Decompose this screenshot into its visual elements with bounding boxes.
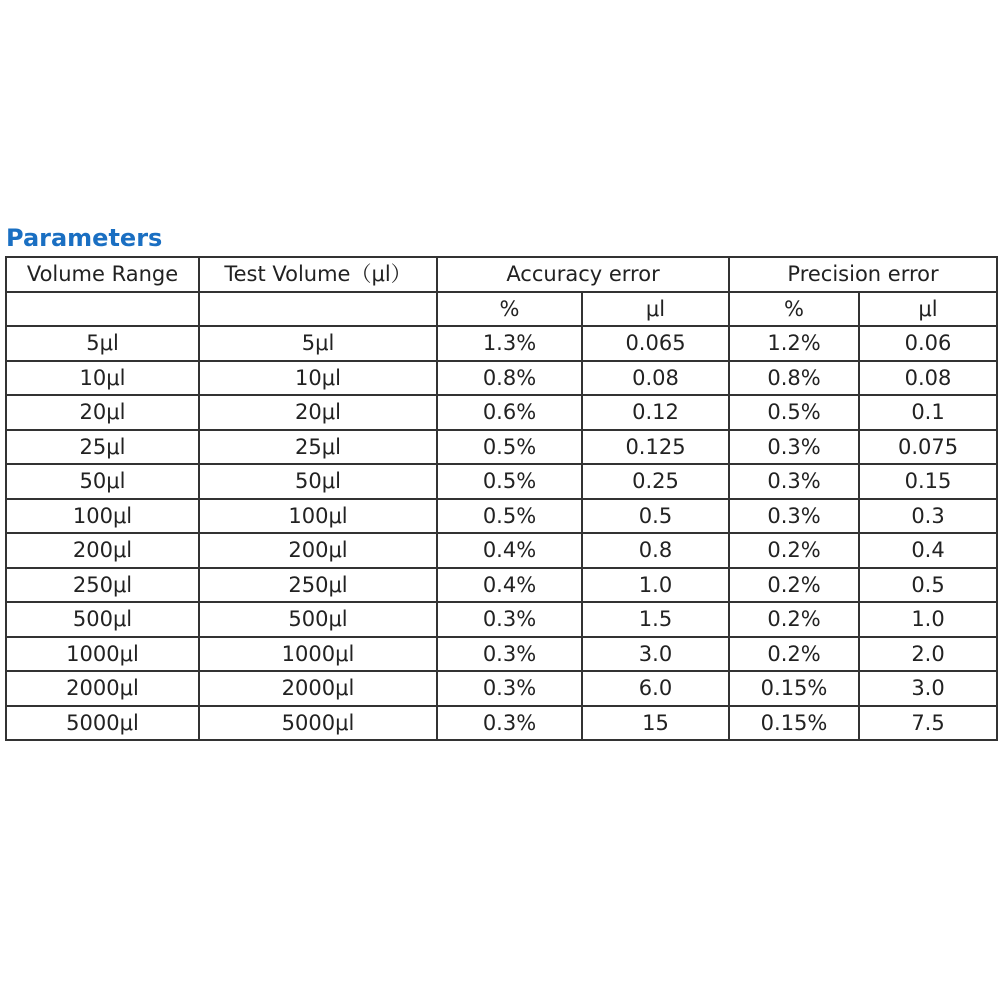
accuracy-percent-cell: 0.5%: [437, 499, 582, 534]
precision-percent-cell: 0.2%: [729, 568, 859, 603]
accuracy-ul-cell: 6.0: [582, 671, 729, 706]
test-volume-cell: 5000μl: [199, 706, 437, 741]
test-volume-cell: 5μl: [199, 326, 437, 361]
table-row: [6, 602, 997, 637]
header-accuracy-error: Accuracy error: [437, 257, 729, 292]
precision-ul-cell: 0.06: [859, 326, 997, 361]
accuracy-percent-cell: 0.8%: [437, 361, 582, 396]
accuracy-ul-cell: 0.065: [582, 326, 729, 361]
precision-ul-cell: 0.075: [859, 430, 997, 465]
table-row: [6, 533, 997, 568]
precision-ul-cell: 0.3: [859, 499, 997, 534]
accuracy-ul-cell: 0.125: [582, 430, 729, 465]
volume-range-cell: 20μl: [6, 395, 199, 430]
precision-ul-cell: 0.15: [859, 464, 997, 499]
accuracy-percent-cell: 0.4%: [437, 533, 582, 568]
test-volume-cell: 100μl: [199, 499, 437, 534]
precision-ul-cell: 0.5: [859, 568, 997, 603]
precision-percent-cell: 0.3%: [729, 499, 859, 534]
precision-ul-cell: 2.0: [859, 637, 997, 672]
accuracy-percent-cell: 0.6%: [437, 395, 582, 430]
accuracy-percent-cell: 0.5%: [437, 430, 582, 465]
precision-percent-cell: 0.8%: [729, 361, 859, 396]
precision-percent-cell: 0.2%: [729, 533, 859, 568]
test-volume-cell: 50μl: [199, 464, 437, 499]
volume-range-cell: 500μl: [6, 602, 199, 637]
precision-percent-cell: 0.15%: [729, 671, 859, 706]
header-precision-error: Precision error: [729, 257, 997, 292]
subheader-precision-ul: μl: [859, 292, 997, 327]
accuracy-percent-cell: 1.3%: [437, 326, 582, 361]
precision-ul-cell: 7.5: [859, 706, 997, 741]
precision-percent-cell: 0.15%: [729, 706, 859, 741]
subheader-empty-test-volume: [199, 292, 437, 327]
volume-range-cell: 250μl: [6, 568, 199, 603]
precision-percent-cell: 1.2%: [729, 326, 859, 361]
table-header-row: [6, 257, 997, 292]
table-row: [6, 706, 997, 741]
subheader-accuracy-ul: μl: [582, 292, 729, 327]
accuracy-ul-cell: 0.08: [582, 361, 729, 396]
accuracy-ul-cell: 0.25: [582, 464, 729, 499]
table-row: [6, 568, 997, 603]
test-volume-cell: 500μl: [199, 602, 437, 637]
parameters-table: [5, 256, 998, 741]
table-row: [6, 395, 997, 430]
accuracy-ul-cell: 0.12: [582, 395, 729, 430]
volume-range-cell: 200μl: [6, 533, 199, 568]
header-volume-range: Volume Range: [6, 257, 199, 292]
precision-percent-cell: 0.5%: [729, 395, 859, 430]
header-test-volume: Test Volume（μl）: [199, 257, 437, 292]
volume-range-cell: 5000μl: [6, 706, 199, 741]
test-volume-cell: 25μl: [199, 430, 437, 465]
accuracy-percent-cell: 0.3%: [437, 671, 582, 706]
accuracy-percent-cell: 0.3%: [437, 706, 582, 741]
volume-range-cell: 25μl: [6, 430, 199, 465]
volume-range-cell: 2000μl: [6, 671, 199, 706]
test-volume-cell: 1000μl: [199, 637, 437, 672]
subheader-empty-volume-range: [6, 292, 199, 327]
test-volume-cell: 200μl: [199, 533, 437, 568]
precision-ul-cell: 0.08: [859, 361, 997, 396]
table-body: [6, 326, 997, 740]
accuracy-percent-cell: 0.4%: [437, 568, 582, 603]
accuracy-ul-cell: 1.5: [582, 602, 729, 637]
precision-percent-cell: 0.3%: [729, 464, 859, 499]
test-volume-cell: 20μl: [199, 395, 437, 430]
precision-ul-cell: 3.0: [859, 671, 997, 706]
volume-range-cell: 50μl: [6, 464, 199, 499]
precision-ul-cell: 0.1: [859, 395, 997, 430]
precision-ul-cell: 0.4: [859, 533, 997, 568]
accuracy-percent-cell: 0.3%: [437, 637, 582, 672]
test-volume-cell: 10μl: [199, 361, 437, 396]
table-subheader-row: [6, 292, 997, 327]
accuracy-ul-cell: 0.5: [582, 499, 729, 534]
table-row: [6, 464, 997, 499]
test-volume-cell: 2000μl: [199, 671, 437, 706]
precision-percent-cell: 0.3%: [729, 430, 859, 465]
accuracy-ul-cell: 1.0: [582, 568, 729, 603]
precision-percent-cell: 0.2%: [729, 637, 859, 672]
table-row: [6, 637, 997, 672]
precision-percent-cell: 0.2%: [729, 602, 859, 637]
table-row: [6, 326, 997, 361]
table-row: [6, 430, 997, 465]
accuracy-percent-cell: 0.5%: [437, 464, 582, 499]
subheader-accuracy-percent: %: [437, 292, 582, 327]
volume-range-cell: 1000μl: [6, 637, 199, 672]
accuracy-ul-cell: 3.0: [582, 637, 729, 672]
accuracy-ul-cell: 0.8: [582, 533, 729, 568]
page-title: Parameters: [6, 224, 163, 252]
test-volume-cell: 250μl: [199, 568, 437, 603]
accuracy-percent-cell: 0.3%: [437, 602, 582, 637]
table-row: [6, 671, 997, 706]
subheader-precision-percent: %: [729, 292, 859, 327]
volume-range-cell: 5μl: [6, 326, 199, 361]
table-row: [6, 499, 997, 534]
table-row: [6, 361, 997, 396]
volume-range-cell: 10μl: [6, 361, 199, 396]
volume-range-cell: 100μl: [6, 499, 199, 534]
accuracy-ul-cell: 15: [582, 706, 729, 741]
precision-ul-cell: 1.0: [859, 602, 997, 637]
